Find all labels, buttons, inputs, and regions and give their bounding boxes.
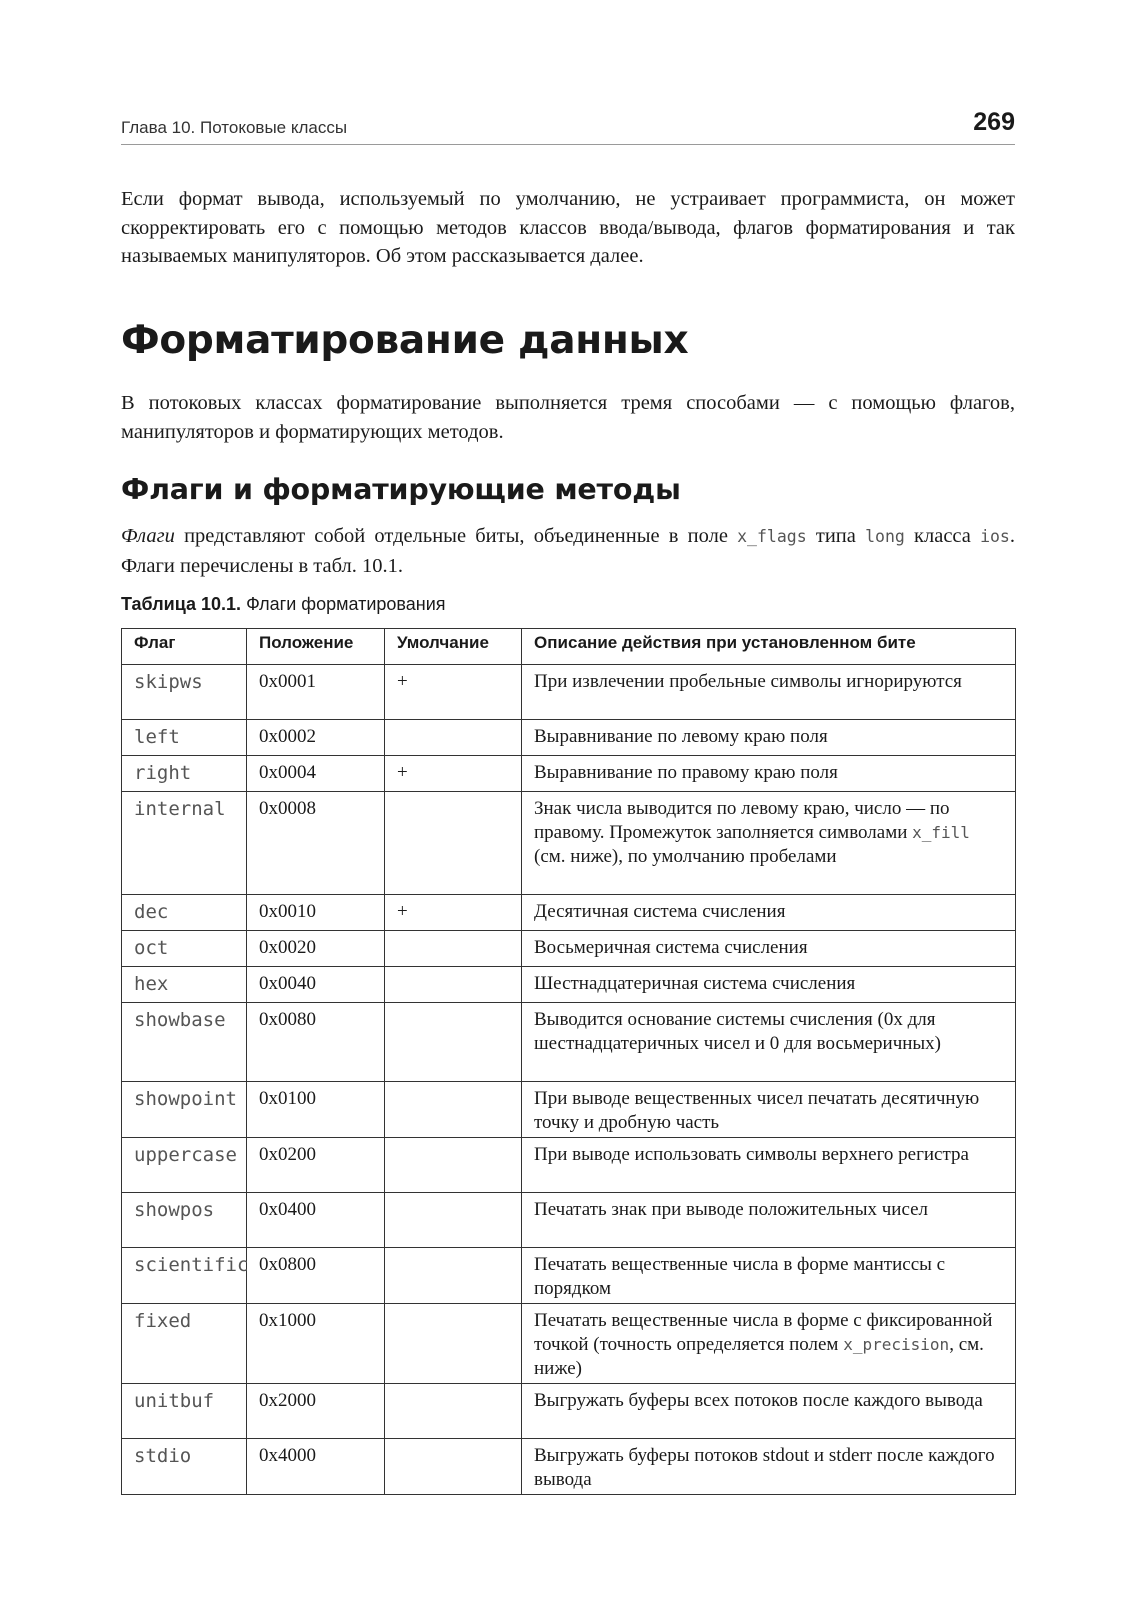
term-flags: Флаги [121,525,175,547]
code-x-fill: x_fill [912,823,970,842]
position-cell: 0x1000 [247,1304,385,1384]
position-cell: 0x0002 [247,720,385,756]
default-cell [385,792,522,895]
table-row [122,1439,1016,1495]
default-cell [385,1439,522,1495]
default-cell [385,1384,522,1439]
flag-cell: fixed [122,1304,247,1384]
code-x-precision: x_precision [843,1335,950,1354]
default-cell [385,1138,522,1193]
description-text: Знак числа выводится по левому краю, число — по правому. Промежуток заполняется символами [534,798,950,843]
description-cell: Десятичная система счисления [522,895,1016,931]
description-cell: Выравнивание по правому краю поля [522,756,1016,792]
table-caption [121,594,446,615]
chapter-title: Глава 10. Потоковые классы [121,118,348,137]
paragraph-text: представляют собой отдельные биты, объединенные в поле [174,525,738,547]
flag-cell: uppercase [122,1138,247,1193]
table-row [122,1003,1016,1082]
flag-cell: hex [122,967,247,1003]
flag-cell: unitbuf [122,1384,247,1439]
position-cell: 0x0010 [247,895,385,931]
description-cell: При выводе вещественных чисел печатать десятичную точку и дробную часть [522,1082,1016,1138]
subsection-heading: Флаги и форматирующие методы [121,473,681,506]
paragraph-text: . Флаги перечислены в табл. 10.1. [121,525,1015,577]
description-cell: Шестнадцатеричная система счисления [522,967,1016,1003]
default-cell [385,1304,522,1384]
default-cell: + [385,665,522,720]
position-cell: 0x4000 [247,1439,385,1495]
column-header: Умолчание [385,629,522,665]
position-cell: 0x0080 [247,1003,385,1082]
code-x-flags: x_flags [737,527,807,546]
default-cell [385,931,522,967]
description-cell: Выгружать буферы потоков stdout и stderr после каждого вывода [522,1439,1016,1495]
description-cell: Выгружать буферы всех потоков после каждого вывода [522,1384,1016,1439]
position-cell: 0x0001 [247,665,385,720]
description-cell [522,1304,1016,1384]
default-cell [385,1082,522,1138]
description-cell: При выводе использовать символы верхнего регистра [522,1138,1016,1193]
position-cell: 0x0004 [247,756,385,792]
flag-cell: oct [122,931,247,967]
description-cell [522,792,1016,895]
table-row [122,665,1016,720]
table-row [122,756,1016,792]
description-cell: Восьмеричная система счисления [522,931,1016,967]
default-cell [385,1193,522,1248]
flags-paragraph [121,522,1015,580]
flag-cell: stdio [122,1439,247,1495]
position-cell: 0x0040 [247,967,385,1003]
default-cell [385,720,522,756]
flag-cell: left [122,720,247,756]
flags-table [121,628,1016,1495]
position-cell: 0x0200 [247,1138,385,1193]
table-row [122,1082,1016,1138]
position-cell: 0x0800 [247,1248,385,1304]
code-ios: ios [980,527,1010,546]
table-row [122,1304,1016,1384]
flag-cell: internal [122,792,247,895]
position-cell: 0x0020 [247,931,385,967]
code-long: long [865,527,905,546]
description-cell: Выводится основание системы счисления (0x для шестнадцатеричных чисел и 0 для восьмеричных) [522,1003,1016,1082]
default-cell [385,1003,522,1082]
section-heading: Форматирование данных [121,318,689,363]
position-cell: 0x2000 [247,1384,385,1439]
position-cell: 0x0008 [247,792,385,895]
description-cell: Печатать знак при выводе положительных чисел [522,1193,1016,1248]
table-row [122,1248,1016,1304]
position-cell: 0x0400 [247,1193,385,1248]
table-row [122,931,1016,967]
table-row [122,895,1016,931]
description-cell: Выравнивание по левому краю поля [522,720,1016,756]
column-header: Флаг [122,629,247,665]
description-text: Печатать вещественные числа в форме с фиксированной точкой (точность определяется полем [534,1310,993,1355]
flag-cell: showpoint [122,1082,247,1138]
default-cell [385,1248,522,1304]
section-paragraph: В потоковых классах форматирование выполняется тремя способами — с помощью флагов, манипуляторов и форматирующих методов. [121,392,1015,443]
description-cell: Печатать вещественные числа в форме мантиссы с порядком [522,1248,1016,1304]
table-row [122,1384,1016,1439]
running-header [121,108,1015,145]
flag-cell: showpos [122,1193,247,1248]
column-header: Положение [247,629,385,665]
description-text: , см. ниже) [534,1334,984,1379]
flag-cell: showbase [122,1003,247,1082]
flag-cell: skipws [122,665,247,720]
table-caption-text: Флаги форматирования [241,594,446,614]
default-cell: + [385,756,522,792]
table-row [122,967,1016,1003]
description-text: (см. ниже), по умолчанию пробелами [534,846,837,867]
table-row [122,792,1016,895]
table-row [122,1138,1016,1193]
page-number: 269 [973,108,1015,136]
table-row [122,720,1016,756]
description-cell: При извлечении пробельные символы игнорируются [522,665,1016,720]
table-header-row [122,629,1016,665]
column-header: Описание действия при установленном бите [522,629,1016,665]
table-row [122,1193,1016,1248]
default-cell: + [385,895,522,931]
flag-cell: dec [122,895,247,931]
flag-cell: right [122,756,247,792]
paragraph-text: класса [904,525,981,547]
table-caption-label: Таблица 10.1. [121,594,242,614]
paragraph-text: типа [806,525,866,547]
flag-cell: scientific [122,1248,247,1304]
position-cell: 0x0100 [247,1082,385,1138]
default-cell [385,967,522,1003]
intro-paragraph: Если формат вывода, используемый по умолчанию, не устраивает программиста, он может скорректировать его с помощью методов классов ввода/вывода, флагов форматирования и так называемых манипуляторов. Об этом рассказывается далее. [121,188,1015,267]
